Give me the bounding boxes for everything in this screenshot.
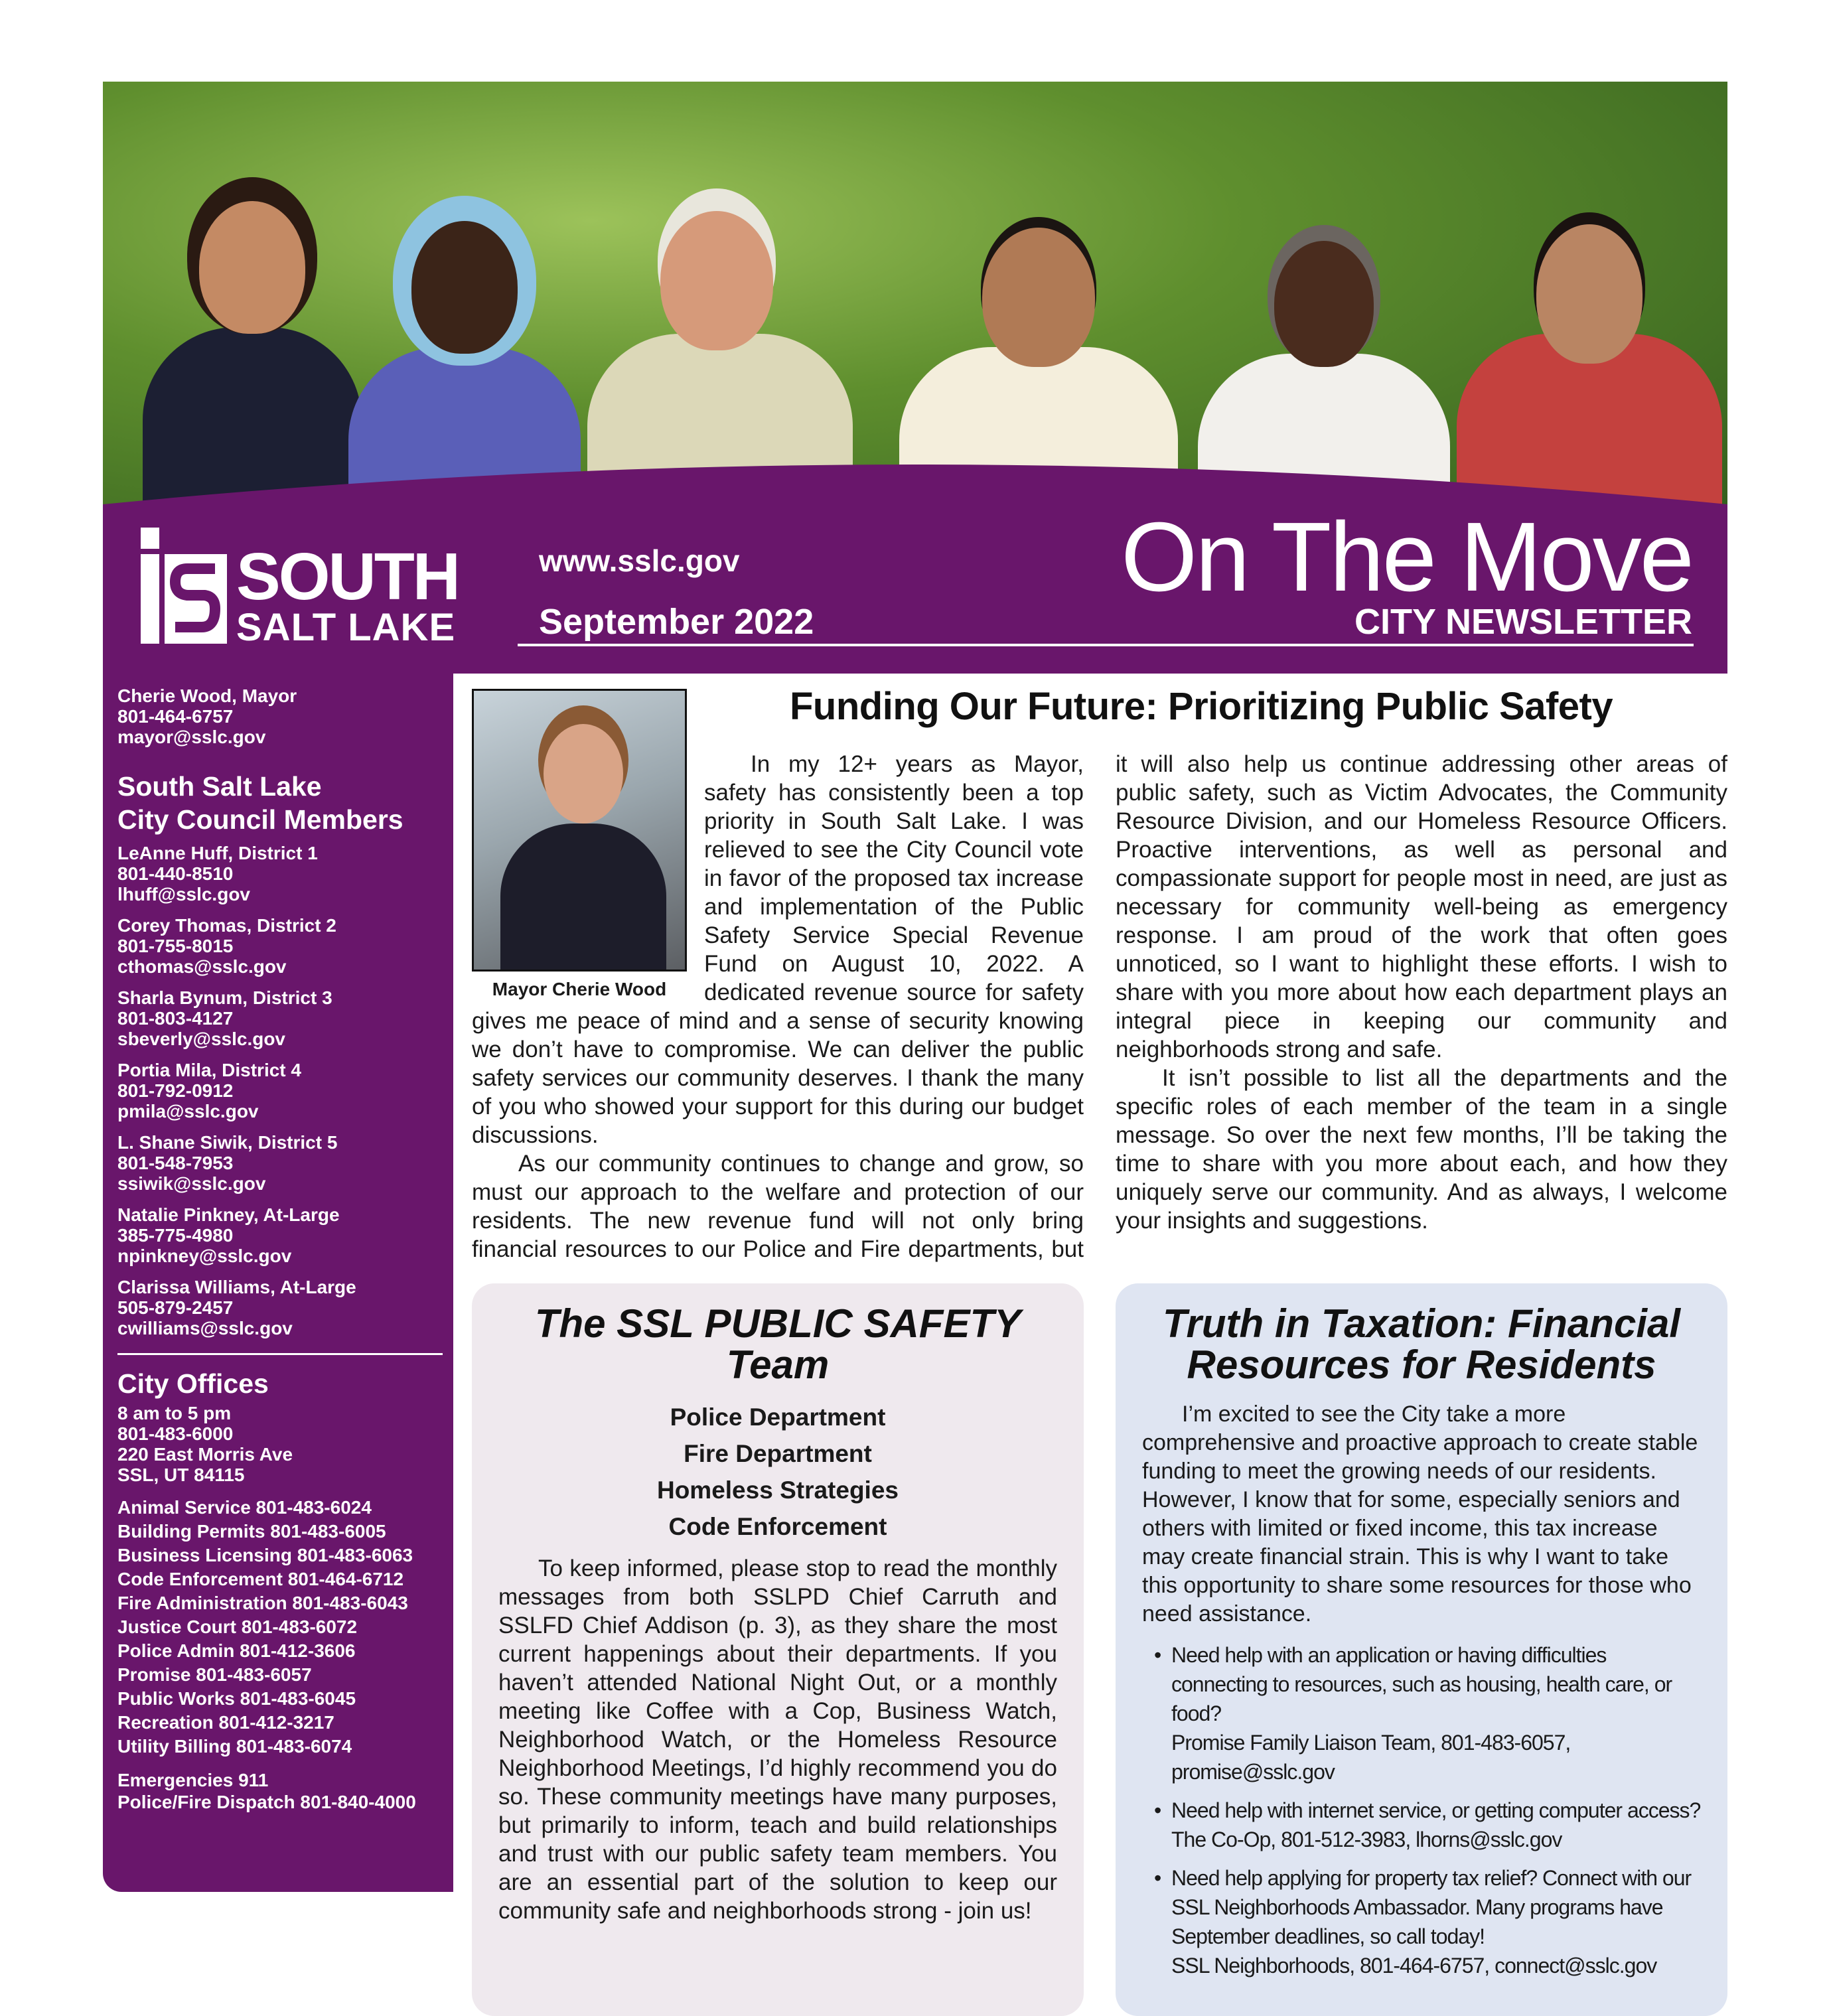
office-city: SSL, UT 84115 xyxy=(117,1465,245,1485)
department-phone: Promise 801-483-6057 xyxy=(117,1664,312,1685)
council-member xyxy=(117,1060,445,1121)
office-phone: 801-483-6000 xyxy=(117,1423,234,1444)
department-item: Code Enforcement xyxy=(668,1513,887,1540)
council-heading-line1: South Salt Lake xyxy=(117,771,322,802)
office-hours: 8 am to 5 pm xyxy=(117,1403,232,1423)
mayor-email[interactable]: mayor@sslc.gov xyxy=(117,727,266,747)
council-member-name: L. Shane Siwik, District 5 xyxy=(117,1132,338,1153)
box-title xyxy=(1142,1303,1701,1386)
council-member xyxy=(117,843,445,904)
sidebar-divider xyxy=(117,1353,443,1355)
council-member xyxy=(117,1277,445,1338)
mayor-phone: 801-464-6757 xyxy=(117,706,234,727)
contact-sidebar xyxy=(103,674,453,1892)
public-safety-team-box xyxy=(472,1283,1084,2016)
resource-question: • Need help with an application or having difficulties connecting to resources, such as housing, health care, or food? xyxy=(1171,1643,1672,1725)
resource-contact[interactable]: Promise Family Liaison Team, 801-483-6057, promise@sslc.gov xyxy=(1171,1731,1571,1784)
council-member-name: Natalie Pinkney, At-Large xyxy=(117,1204,340,1225)
department-phone: Code Enforcement 801-464-6712 xyxy=(117,1569,404,1589)
council-heading-line2: City Council Members xyxy=(117,804,403,835)
resource-contact[interactable]: The Co-Op, 801-512-3983, lhorns@sslc.gov xyxy=(1171,1828,1562,1851)
department-phone: Fire Administration 801-483-6043 xyxy=(117,1593,408,1613)
box-title: The SSL PUBLIC SAFETY Team xyxy=(534,1301,1021,1387)
council-member-email[interactable]: npinkney@sslc.gov xyxy=(117,1246,292,1266)
mayor-photo xyxy=(472,689,687,972)
newsletter-subtitle: CITY NEWSLETTER xyxy=(1354,602,1692,642)
council-member xyxy=(117,915,445,977)
resource-contact[interactable]: SSL Neighborhoods, 801-464-6757, connect@sslc.gov xyxy=(1171,1954,1657,1978)
mayor-name: Cherie Wood, Mayor xyxy=(117,685,297,706)
department-phone: Building Permits 801-483-6005 xyxy=(117,1521,386,1542)
council-member-name: Clarissa Williams, At-Large xyxy=(117,1277,356,1297)
resource-question: • Need help applying for property tax relief? Connect with our SSL Neighborhoods Ambassador. Many programs have September deadlines, so call today! xyxy=(1171,1866,1692,1948)
council-heading xyxy=(117,770,445,836)
council-member-email[interactable]: cthomas@sslc.gov xyxy=(117,956,287,977)
box-title-line2: Resources for Residents xyxy=(1187,1342,1656,1387)
council-member-email[interactable]: lhuff@sslc.gov xyxy=(117,884,250,904)
logo-text-salt-lake: SALT LAKE xyxy=(236,606,456,649)
council-member xyxy=(117,1204,445,1266)
council-member xyxy=(117,1132,445,1194)
council-member-name: LeAnne Huff, District 1 xyxy=(117,843,318,863)
council-member-phone: 801-440-8510 xyxy=(117,863,234,884)
department-phone: Police Admin 801-412-3606 xyxy=(117,1640,356,1661)
newsletter-title: On The Move xyxy=(1121,502,1692,612)
council-member-phone: 801-803-4127 xyxy=(117,1008,234,1029)
council-member-phone: 801-548-7953 xyxy=(117,1153,234,1173)
resource-item xyxy=(1142,1640,1701,1786)
department-phone: Public Works 801-483-6045 xyxy=(117,1688,356,1709)
truth-in-taxation-box xyxy=(1116,1283,1727,2016)
box-intro: I’m excited to see the City take a more comprehensive and proactive approach to create stable funding to meet the growing needs of our residents. However, I know that for some, especially seniors and others with limited or fixed income, this tax increase may create financial strain. This is why I want to take this opportunity to share some resources for those who need assistance. xyxy=(1142,1402,1698,1626)
website-link[interactable]: www.sslc.gov xyxy=(539,543,740,578)
department-phone: Utility Billing 801-483-6074 xyxy=(117,1736,352,1757)
feature-boxes xyxy=(472,1283,1727,2016)
department-phone: Recreation 801-412-3217 xyxy=(117,1712,334,1733)
council-member-email[interactable]: sbeverly@sslc.gov xyxy=(117,1029,285,1049)
ssl-logo-icon xyxy=(141,528,227,644)
council-member-email[interactable]: ssiwik@sslc.gov xyxy=(117,1173,266,1194)
office-address: 220 East Morris Ave xyxy=(117,1444,293,1465)
header-divider xyxy=(518,644,1694,646)
article-paragraph: As our community continues to change and grow, so must our approach to the welfare and protection of our residents. The new revenue fund will not only bring financial resources to our Police and Fire departments, but it will also help us continue addressing other areas of public safety, such as Victim Advocates, the Community Resource Division, and our Homeless Resource Officers. Proactive interventions, as well as personal and compassionate support for people most in need, are just as necessary for community well-being as emergency response. I am proud of the work that often goes unnoticed, so I want to highlight these efforts. I wish to share with you more about how each department plays an integral piece in keeping our community and neighborhoods strong and safe. xyxy=(472,751,1727,1262)
council-member xyxy=(117,987,445,1049)
box-body: To keep informed, please stop to read the monthly messages from both SSLPD Chief Carruth and SSLFD Chief Addison (p. 3), as they share the most current happenings about their departments. If you haven’t attended National Night Out, or a monthly meeting like Coffee with a Cop, Business Watch, Neighborhood Watch, or the Homeless Resource Neighborhood Meetings, I’d highly recommend you do so. These community meetings have many purposes, but primarily to inform, teach and build relationships and trust with our public safety team members. You are an essential part of the solution to keep our community safe and neighborhoods strong - join us! xyxy=(498,1555,1057,1924)
council-member-email[interactable]: pmila@sslc.gov xyxy=(117,1101,259,1121)
council-list xyxy=(117,843,445,1338)
main-content xyxy=(472,684,1727,2016)
department-list xyxy=(498,1399,1057,1545)
article-title: Funding Our Future: Prioritizing Public Safety xyxy=(790,685,1613,728)
department-phone: Animal Service 801-483-6024 xyxy=(117,1497,372,1518)
council-member-phone: 505-879-2457 xyxy=(117,1297,234,1318)
dispatch-number: Police/Fire Dispatch 801-840-4000 xyxy=(117,1792,416,1812)
department-item: Homeless Strategies xyxy=(656,1476,899,1504)
council-member-phone: 801-755-8015 xyxy=(117,936,234,956)
article-paragraph: In my 12+ years as Mayor, safety has consistently been a top priority in South Salt Lake. I was relieved to see the City Council vote in favor of the proposed tax increase and implementation of the Public Safety Service Special Revenue Fund on August 10, 2022. A dedicated revenue source for safety gives me peace of mind and a sense of security knowing we don’t have to compromise. We can deliver the public safety services our community deserves. I thank the many of you who showed your support for this during our budget discussions. xyxy=(472,751,1084,1148)
resource-item xyxy=(1142,1863,1701,1980)
department-item: Police Department xyxy=(670,1404,886,1431)
resource-list xyxy=(1142,1640,1701,1980)
department-phone-list xyxy=(117,1496,445,1759)
council-member-phone: 801-792-0912 xyxy=(117,1080,234,1101)
department-phone: Business Licensing 801-483-6063 xyxy=(117,1545,413,1565)
box-title-line1: Truth in Taxation: Financial xyxy=(1162,1301,1681,1346)
council-member-phone: 385-775-4980 xyxy=(117,1225,234,1246)
emergency-contacts xyxy=(117,1769,445,1813)
logo-text-south: SOUTH xyxy=(236,540,459,614)
office-info xyxy=(117,1403,445,1485)
offices-heading: City Offices xyxy=(117,1368,269,1399)
resource-question: • Need help with internet service, or getting computer access? xyxy=(1171,1798,1701,1822)
mayor-contact xyxy=(117,685,445,747)
council-member-name: Sharla Bynum, District 3 xyxy=(117,987,332,1008)
department-item: Fire Department xyxy=(684,1440,872,1467)
photo-caption: Mayor Cherie Wood xyxy=(492,979,667,999)
council-member-email[interactable]: cwilliams@sslc.gov xyxy=(117,1318,293,1338)
resource-item xyxy=(1142,1796,1701,1854)
emergency-number: Emergencies 911 xyxy=(117,1770,269,1790)
council-member-name: Portia Mila, District 4 xyxy=(117,1060,301,1080)
article-paragraph: It isn’t possible to list all the departments and the specific roles of each member of the team in a single message. So over the next few months, I’ll be taking the time to share with you more about each, and how they uniquely serve our community. And as always, I welcome your insights and suggestions. xyxy=(1116,1065,1727,1234)
department-phone: Justice Court 801-483-6072 xyxy=(117,1617,358,1637)
issue-date: September 2022 xyxy=(539,602,814,642)
council-member-name: Corey Thomas, District 2 xyxy=(117,915,336,936)
article-body xyxy=(472,750,1727,1263)
